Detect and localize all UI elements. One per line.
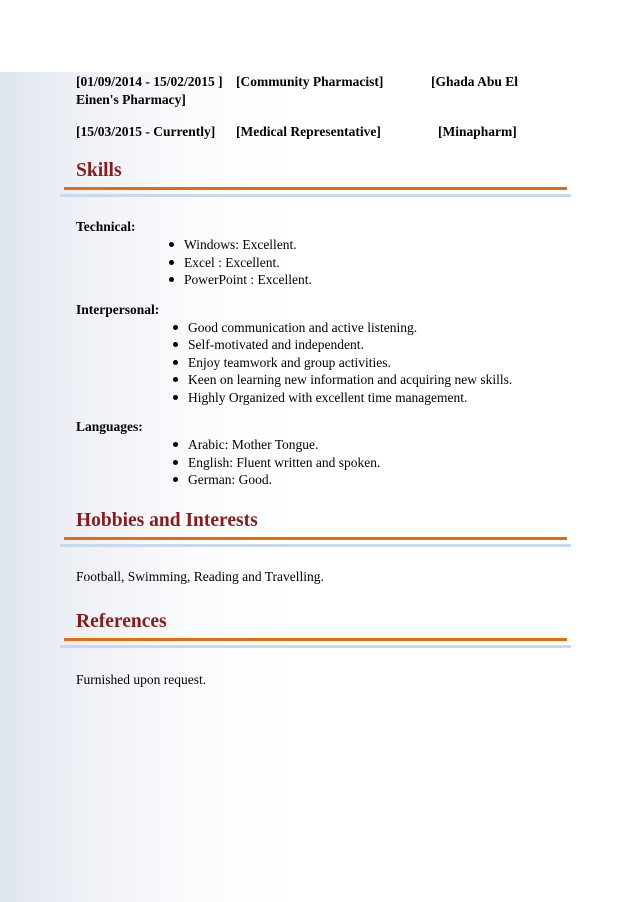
list-item: English: Fluent written and spoken.: [188, 454, 580, 472]
section-divider-blue: [60, 194, 571, 197]
list-item: PowerPoint : Excellent.: [184, 271, 580, 289]
hobbies-section: [76, 509, 580, 586]
list-item: Good communication and active listening.: [188, 319, 580, 337]
hobbies-text: Football, Swimming, Reading and Travelling.: [76, 568, 324, 584]
section-divider-orange: [64, 638, 567, 641]
experience-dates: [01/09/2014 - 15/02/2015 ]: [76, 74, 223, 89]
experience-employer: [Minapharm]: [438, 124, 517, 139]
section-title-references: References: [76, 610, 167, 632]
experience-dates: [15/03/2015 - Currently]: [76, 124, 216, 139]
list-item: Enjoy teamwork and group activities.: [188, 354, 580, 372]
skills-languages-label: Languages:: [76, 419, 143, 434]
section-divider-blue: [60, 645, 571, 648]
list-item: Excel : Excellent.: [184, 254, 580, 272]
list-item: Windows: Excellent.: [184, 236, 580, 254]
references-text: Furnished upon request.: [76, 671, 207, 687]
resume-content: [76, 73, 580, 689]
skills-interpersonal-label: Interpersonal:: [76, 301, 160, 317]
skills-technical-label: Technical:: [76, 219, 136, 234]
list-item: Self-motivated and independent.: [188, 336, 580, 354]
list-item: Arabic: Mother Tongue.: [188, 436, 580, 454]
skills-section: [76, 159, 580, 489]
list-item: Highly Organized with excellent time management.: [188, 389, 580, 407]
section-divider-blue: [60, 544, 571, 547]
section-title-hobbies: Hobbies and Interests: [76, 509, 258, 531]
references-section: [76, 610, 580, 689]
experience-employer: [Ghada Abu El: [431, 74, 519, 89]
experience-title: [Community Pharmacist]: [236, 74, 384, 89]
experience-title: [Medical Representative]: [236, 124, 381, 139]
skills-languages-list: [188, 436, 580, 489]
skills-technical-list: [184, 236, 580, 289]
experience-entry: [76, 123, 580, 141]
list-item: German: Good.: [188, 471, 580, 489]
section-divider-orange: [64, 537, 567, 540]
experience-employer-continued: Einen's Pharmacy]: [76, 92, 186, 107]
section-divider-orange: [64, 187, 567, 190]
list-item: Keen on learning new information and acquiring new skills.: [188, 371, 580, 389]
skills-interpersonal-list: [188, 319, 580, 407]
section-title-skills: Skills: [76, 160, 122, 181]
experience-entry: [76, 73, 580, 109]
